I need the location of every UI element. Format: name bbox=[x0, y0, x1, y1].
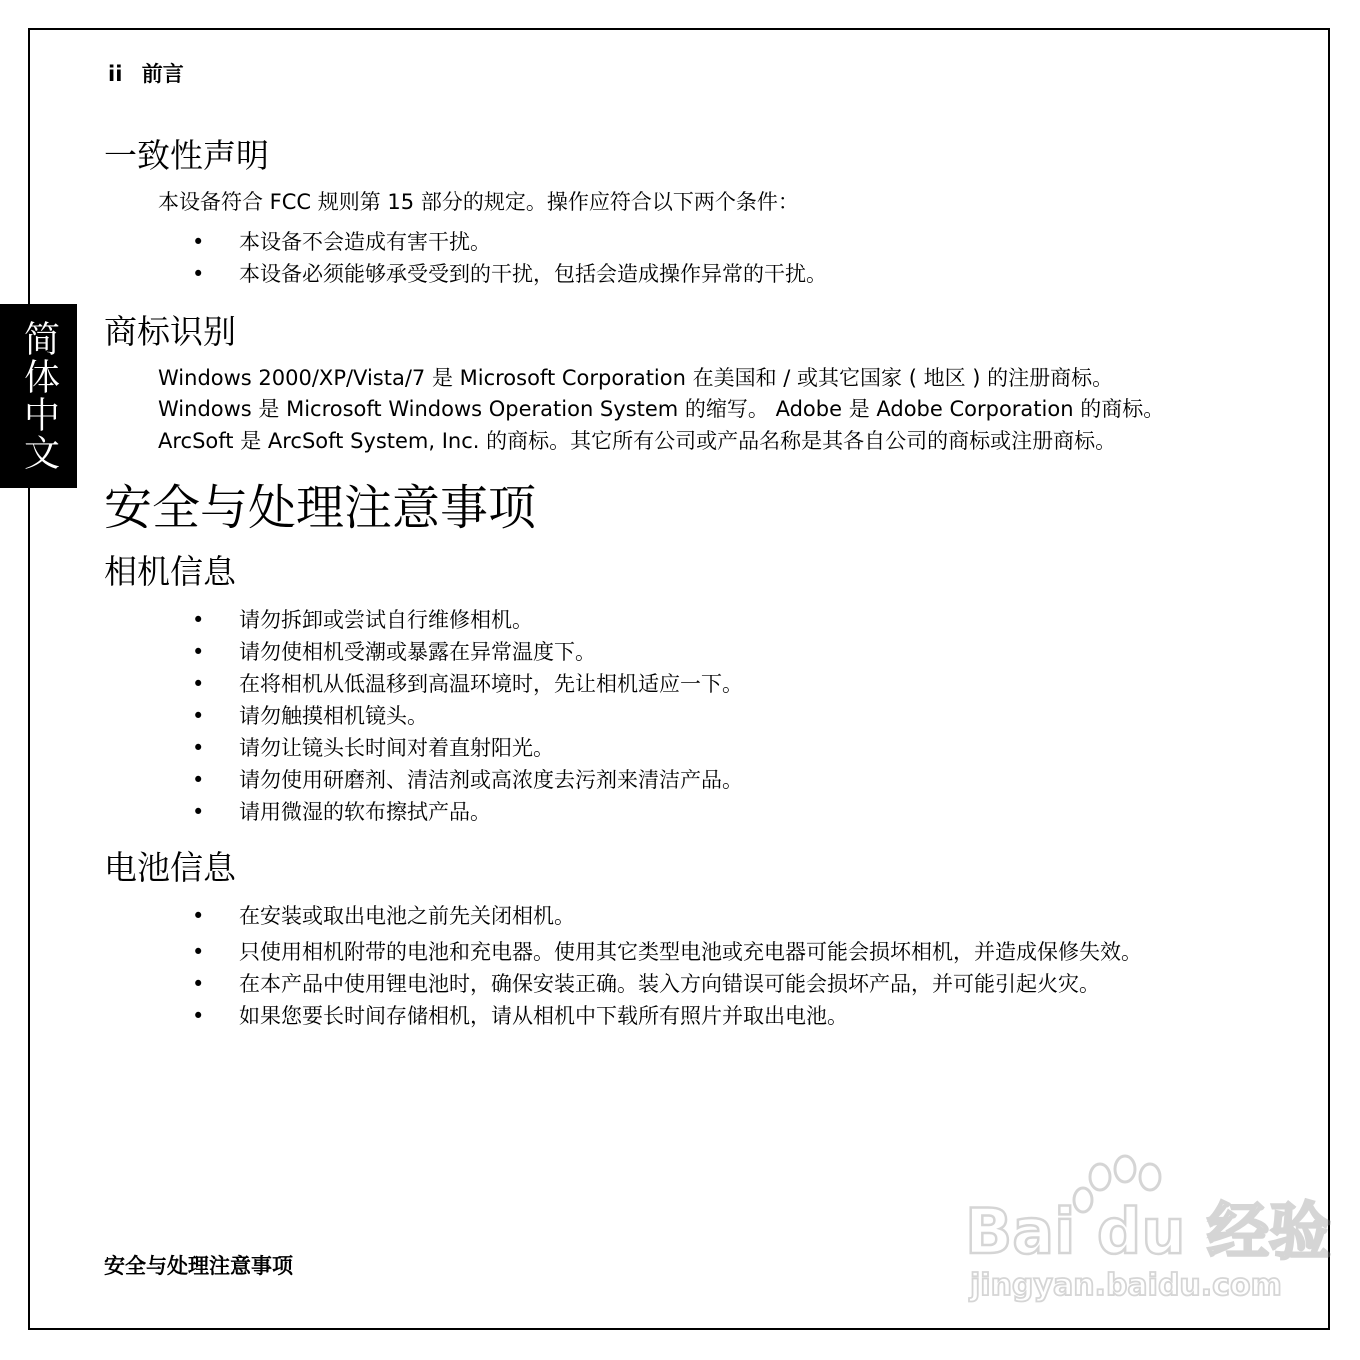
page-number: ii bbox=[108, 62, 123, 86]
list-item: • 本设备不会造成有害干扰。 bbox=[104, 226, 1214, 258]
footer-section-title: 安全与处理注意事项 bbox=[104, 1254, 293, 1278]
language-tab-label: 简体中文 bbox=[18, 320, 60, 472]
trademark-line: ArcSoft 是 ArcSoft System, Inc. 的商标。其它所有公司或产品名称是其各自公司的商标或注册商标。 bbox=[158, 429, 1117, 453]
list-item: • 请勿使相机受潮或暴露在异常温度下。 bbox=[104, 636, 1214, 668]
safety-heading: 安全与处理注意事项 bbox=[104, 480, 537, 536]
trademark-line: Windows 2000/XP/Vista/7 是 Microsoft Corporation 在美国和 / 或其它国家 ( 地区 ) 的注册商标。 bbox=[158, 366, 1114, 390]
language-side-tab bbox=[0, 304, 77, 488]
baidu-watermark bbox=[965, 1155, 1332, 1305]
header-section-title: 前言 bbox=[141, 62, 184, 86]
list-item: • 在本产品中使用锂电池时，确保安装正确。装入方向错误可能会损坏产品，并可能引起火灾。 bbox=[104, 968, 1214, 1000]
trademarks-heading: 商标识别 bbox=[104, 312, 236, 351]
watermark-brand-text: Bai du 经验 bbox=[965, 1195, 1332, 1268]
list-item: • 请勿使用研磨剂、清洁剂或高浓度去污剂来清洁产品。 bbox=[104, 764, 1214, 796]
list-item: • 如果您要长时间存储相机，请从相机中下载所有照片并取出电池。 bbox=[104, 1000, 1214, 1032]
camera-list bbox=[104, 604, 1214, 828]
list-item: • 请勿拆卸或尝试自行维修相机。 bbox=[104, 604, 1214, 636]
list-item: • 在安装或取出电池之前先关闭相机。 bbox=[104, 900, 1214, 932]
conformity-intro: 本设备符合 FCC 规则第 15 部分的规定。操作应符合以下两个条件： bbox=[158, 190, 799, 214]
watermark-url-text: jingyan.baidu.com bbox=[970, 1268, 1282, 1303]
trademark-line: Windows 是 Microsoft Windows Operation System 的缩写。 Adobe 是 Adobe Corporation 的商标。 bbox=[158, 397, 1165, 421]
conformity-list bbox=[104, 226, 1214, 290]
list-item: • 请用微湿的软布擦拭产品。 bbox=[104, 796, 1214, 828]
list-item: • 请勿让镜头长时间对着直射阳光。 bbox=[104, 732, 1214, 764]
list-item: • 请勿触摸相机镜头。 bbox=[104, 700, 1214, 732]
list-item: • 在将相机从低温移到高温环境时，先让相机适应一下。 bbox=[104, 668, 1214, 700]
conformity-heading: 一致性声明 bbox=[104, 136, 269, 175]
battery-heading: 电池信息 bbox=[104, 848, 236, 887]
list-item: • 本设备必须能够承受受到的干扰，包括会造成操作异常的干扰。 bbox=[104, 258, 1214, 290]
camera-heading: 相机信息 bbox=[104, 552, 236, 591]
battery-list bbox=[104, 900, 1214, 1032]
list-item: • 只使用相机附带的电池和充电器。使用其它类型电池或充电器可能会损坏相机，并造成保修失效。 bbox=[104, 936, 1214, 968]
running-header bbox=[108, 58, 184, 88]
